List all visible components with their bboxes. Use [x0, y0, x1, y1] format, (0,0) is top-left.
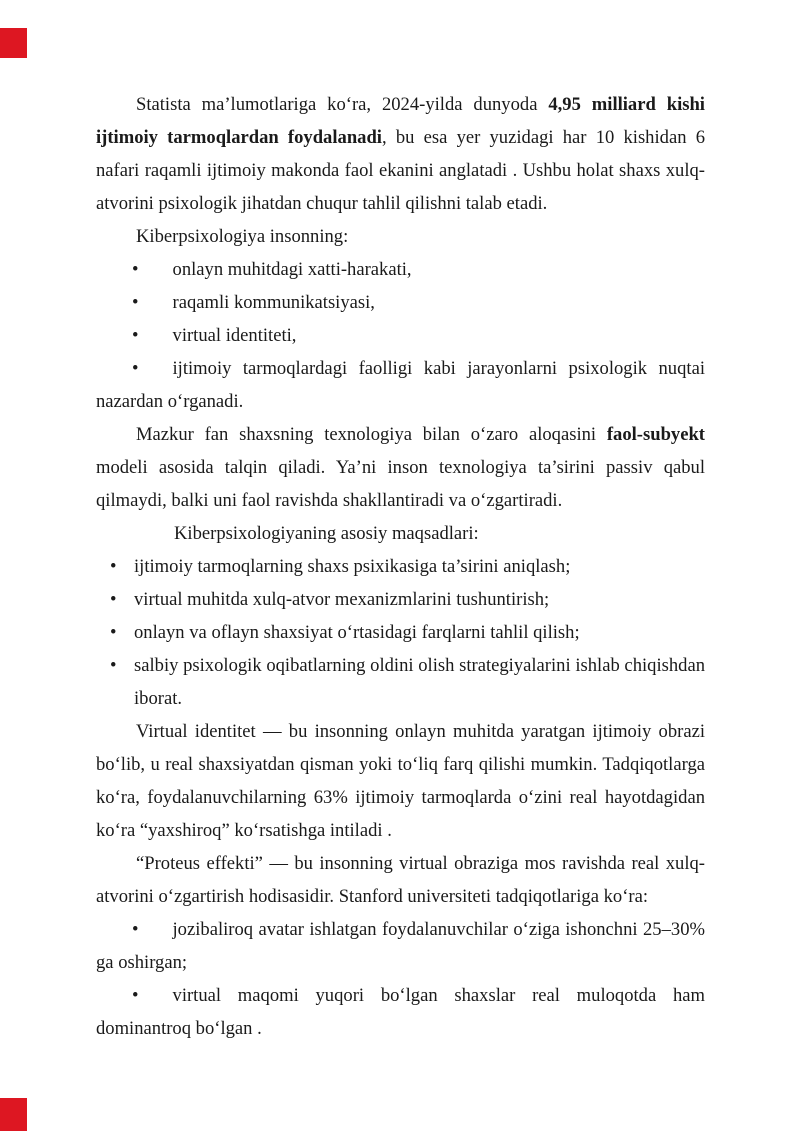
bullet-dot-icon: •: [132, 259, 139, 280]
paragraph-statista: [96, 88, 705, 220]
bullet-dot-icon: •: [132, 325, 139, 346]
text-run: Statista ma’lumotlariga koʻra, 2024-yilda dunyoda: [136, 94, 549, 115]
bullet-dot-icon: •: [110, 589, 117, 610]
text-run-bold: faol-subyekt: [606, 424, 705, 445]
paragraph-mazkur: [96, 418, 705, 517]
list-item: [96, 616, 705, 649]
list-item-text: virtual muhitda xulq-atvor mexanizmlarini tushuntirish;: [134, 589, 550, 610]
red-scan-mark-bottom: [0, 1098, 27, 1131]
list-item-text: ijtimoiy tarmoqlardagi faolligi kabi jarayonlarni psixologik nuqtai nazardan oʻrganadi.: [96, 358, 705, 412]
list-item: [96, 649, 705, 715]
list-item-text: onlayn va oflayn shaxsiyat oʻrtasidagi farqlarni tahlil qilish;: [134, 622, 580, 643]
list-item: [96, 352, 705, 418]
list-item: [96, 913, 705, 979]
bullet-dot-icon: •: [110, 655, 117, 676]
bullet-dot-icon: •: [132, 919, 139, 940]
red-scan-mark-top: [0, 28, 27, 58]
bullet-dot-icon: •: [132, 292, 139, 313]
text-run-bold: 4,95 milliard kishi ijtimoiy tarmoqlardan foydalanadi: [96, 94, 705, 148]
text-run: modeli asosida talqin qiladi. Ya’ni inson texnologiya ta’sirini passiv qabul qilmaydi, balki uni faol ravishda shakllantiradi va oʻzgartiradi.: [96, 457, 705, 511]
list-item: [96, 550, 705, 583]
list-item: [96, 583, 705, 616]
paragraph-virtual-identitet: Virtual identitet — bu insonning onlayn muhitda yaratgan ijtimoiy obrazi boʻlib, u real shaxsiyatdan qisman yoki toʻliq farq qilishi mumkin. Tadqiqotlarga koʻra, foydalanuvchilarning 63% ijtimoiy tarmoqlarda oʻzini real hayotdagidan koʻra “yaxshiroq” koʻrsatishga intiladi .: [96, 721, 705, 841]
list-item: [96, 286, 705, 319]
list-item-text: raqamli kommunikatsiyasi,: [172, 292, 375, 313]
list-item: [96, 979, 705, 1045]
bullet-dot-icon: •: [132, 985, 139, 1006]
list-item-text: onlayn muhitdagi xatti-harakati,: [172, 259, 412, 280]
text-run: , bu esa yer yuzidagi har 10 kishidan 6 nafari raqamli ijtimoiy makonda faol ekanini anglatadi . Ushbu holat shaxs xulq-atvorini psixologik jihatdan chuqur tahlil qilishni talab etadi.: [96, 127, 705, 214]
list-item-text: virtual maqomi yuqori boʻlgan shaxslar real muloqotda ham dominantroq boʻlgan .: [96, 985, 705, 1039]
list-item-text: virtual identiteti,: [172, 325, 297, 346]
list-item: [96, 319, 705, 352]
paragraph-proteus: “Proteus effekti” — bu insonning virtual obraziga mos ravishda real xulq-atvorini oʻzgartirish hodisasidir. Stanford universiteti tadqiqotlariga koʻra:: [96, 853, 705, 907]
paragraph-maqsadlar: Kiberpsixologiyaning asosiy maqsadlari:: [174, 523, 479, 544]
document-body: [96, 88, 705, 1045]
bullet-dot-icon: •: [132, 358, 139, 379]
list-item-text: ijtimoiy tarmoqlarning shaxs psixikasiga ta’sirini aniqlash;: [134, 556, 571, 577]
bullet-dot-icon: •: [110, 622, 117, 643]
text-run: Mazkur fan shaxsning texnologiya bilan oʻzaro aloqasini: [136, 424, 607, 445]
list-item-text: jozibaliroq avatar ishlatgan foydalanuvchilar oʻziga ishonchni 25–30% ga oshirgan;: [96, 919, 705, 973]
bullet-dot-icon: •: [110, 556, 117, 577]
list-item: [96, 253, 705, 286]
paragraph-kiber-intro: Kiberpsixologiya insonning:: [136, 226, 349, 247]
list-item-text: salbiy psixologik oqibatlarning oldini olish strategiyalarini ishlab chiqishdan iborat.: [134, 655, 705, 709]
